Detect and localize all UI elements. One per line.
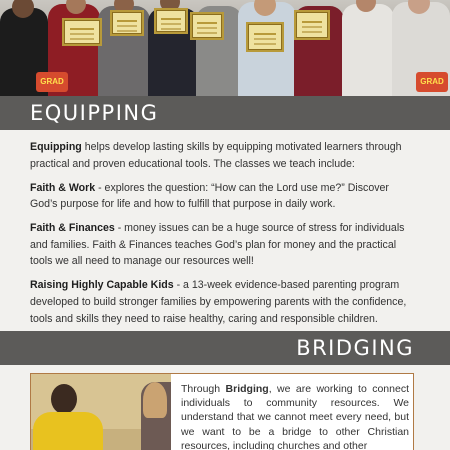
- certificate: [246, 22, 284, 52]
- graduate-figure: [342, 4, 394, 96]
- certificate: [190, 12, 224, 40]
- bridging-text-before: Through: [181, 383, 226, 395]
- bridging-text-after: , we are working to connect individuals to community resources. We understand that we cannot meet every need, but we want to be a bridge to other Christian resources, including churches and other: [181, 383, 409, 450]
- class-name: Faith & Finances: [30, 222, 115, 235]
- equipping-content: [30, 139, 418, 335]
- bridging-banner: [0, 331, 450, 365]
- certificate: [154, 8, 188, 34]
- class-description: - money issues can be a huge source of stress for individuals and families. Faith & Finances teaches God’s plan for money and the practical tools we all need to manage our resources well!: [30, 222, 405, 268]
- equipping-intro: [30, 139, 418, 172]
- equipping-intro-strong: Equipping: [30, 141, 82, 153]
- equipping-intro-text: helps develop lasting skills by equipping motivated learners through practical and proven educational tools. The classes we teach include:: [30, 141, 402, 170]
- certificate: [110, 10, 144, 36]
- equipping-banner: [0, 96, 450, 130]
- grad-sign: GRAD: [416, 72, 448, 92]
- grad-sign: GRAD: [36, 72, 68, 92]
- class-name: Raising Highly Capable Kids: [30, 279, 174, 292]
- volunteer-head: [51, 384, 77, 414]
- second-person-hair: [143, 382, 167, 418]
- class-description: - a 13-week evidence-based parenting program developed to build stronger families by empowering parents with the confidence, tools and skills they need to raise healthy, caring and responsible children.: [30, 279, 407, 325]
- bridging-heading: BRIDGING: [296, 336, 414, 360]
- bridging-text-strong: Bridging: [225, 383, 269, 395]
- volunteer-shirt: [33, 412, 103, 450]
- equipping-heading: EQUIPPING: [30, 101, 159, 125]
- class-raising-kids: [30, 277, 418, 327]
- class-name: Faith & Work: [30, 181, 96, 194]
- class-faith-work: [30, 180, 418, 213]
- bridging-text: [181, 382, 409, 450]
- class-description: - explores the question: “How can the Lord use me?” Discover God’s purpose for life and how to fulfill that purpose in daily work.: [30, 181, 389, 211]
- certificate: [294, 10, 330, 40]
- volunteer-photo: [31, 374, 171, 450]
- certificate: [62, 18, 102, 46]
- class-faith-finances: [30, 220, 418, 270]
- bridging-card: [30, 373, 414, 450]
- graduation-photo: [0, 0, 450, 96]
